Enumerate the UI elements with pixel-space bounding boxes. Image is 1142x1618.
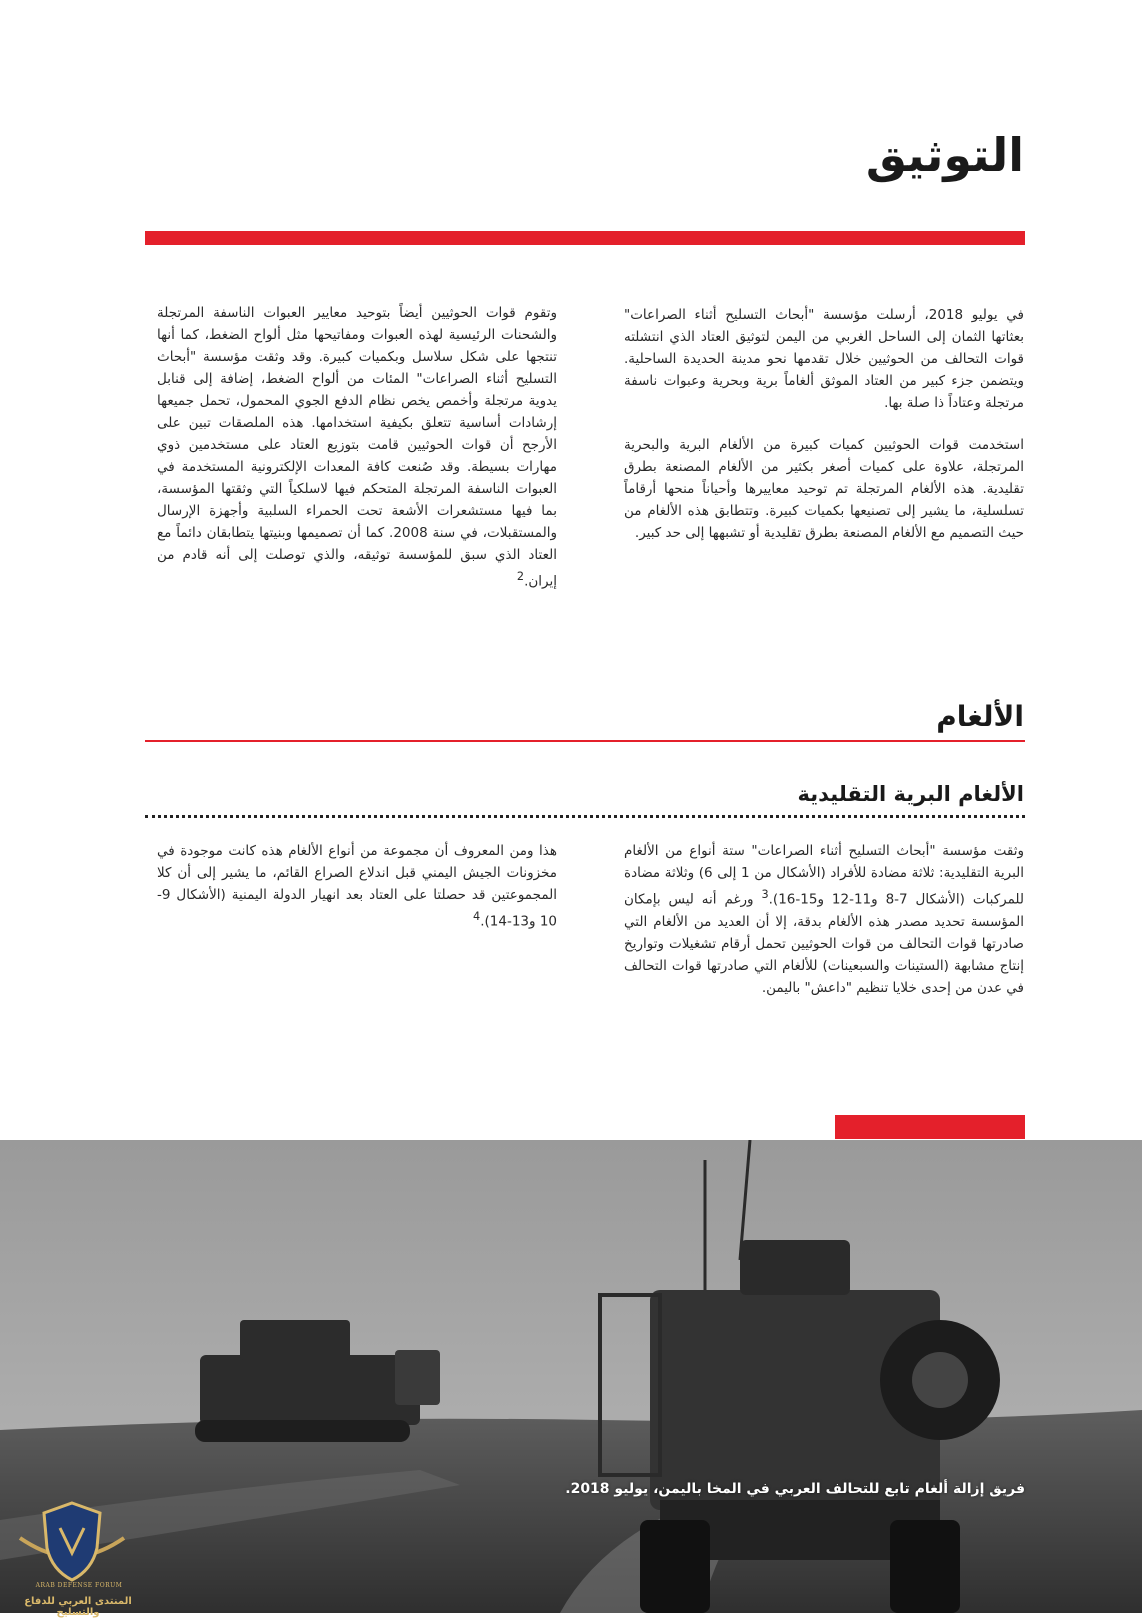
paragraph — [157, 840, 557, 933]
page-title: التوثيق — [865, 128, 1024, 182]
footnote-ref[interactable]: 2 — [516, 570, 525, 583]
paragraph-text: هذا ومن المعروف أن مجموعة من أنواع الألغام هذه كانت موجودة في مخزونات الجيش اليمني قبل اندلاع الصراع القائم، ما يشير إلى أن كلا المجموعتين قد حصلتا على العتاد بعد انهيار الدولة اليمنية (الأشكال 9-10 و13-14). — [157, 843, 557, 930]
mines-column-right — [624, 840, 1024, 1019]
paragraph-text: وتقوم قوات الحوثيين أيضاً بتوحيد معايير العبوات الناسفة المرتجلة والشحنات الرئيسية لهذه العبوات ومفاتيحها مثل ألواح الضغط، كما أنها تنتجها على شكل سلاسل وبكميات كبيرة. وقد وثقت مؤسسة "أبحاث التسليح أثناء الصراعات" المئات من ألواح الضغط، إضافة إلى قنابل يدوية مرتجلة وأخمص يخص نظام الدفع الجوي المحمول، تحمل جميعها إرشادات أساسية تتعلق بكيفية استخدامها. هذه الملصقات تبين على الأرجح أن قوات الحوثيين قامت بتوزيع العتاد على مستخدمين ذوي مهارات بسيطة. وقد صُنعت كافة المعدات الإلكترونية المستخدمة في العبوات الناسفة المرتجلة المتحكم فيها لاسلكياً التي وثقتها المؤسسة، بما فيها مستشعرات الأشعة تحت الحمراء السلبية وأجهزة الإرسال والمستقبلات، في سنة 2008. كما أن تصميمها وبنيتها يتطابقان دائماً مع العتاد الذي سبق للمؤسسة توثيقه، والذي توصلت إلى أنه قادم من إيران. — [157, 305, 557, 590]
paragraph — [157, 302, 557, 593]
photo-caption: فريق إزالة ألغام تابع للتحالف العربي في المخا باليمن، يوليو 2018. — [565, 1481, 1025, 1497]
section-title: الألغام — [936, 700, 1024, 733]
footnote-ref[interactable]: 3 — [761, 888, 769, 901]
photo-accent-bar — [835, 1115, 1025, 1139]
section-divider — [145, 740, 1025, 742]
intro-column-left — [157, 302, 557, 613]
footnote-ref[interactable]: 4 — [473, 910, 481, 923]
paragraph-text: وثقت مؤسسة "أبحاث التسليح أثناء الصراعات" ستة أنواع من الألغام البرية التقليدية: ثلاثة مضادة للأفراد (الأشكال من 1 إلى 6) وثلاثة مضادة للمركبات (الأشكال 7-8 و11-12 و15-16). — [624, 843, 1025, 908]
paragraph: استخدمت قوات الحوثيين كميات كبيرة من الألغام البرية والبحرية المرتجلة، علاوة على كميات أصغر بكثير من الألغام المصنعة بطرق تقليدية. هذه الألغام المرتجلة تم توحيد معاييرها وأحياناً منحها أرقاماً تسلسلية، ما يشير إلى تصنيعها بكميات كبيرة. وتتطابق هذه الألغام من حيث التصميم مع الألغام المصنعة بطرق تقليدية أو تشبهها إلى حد كبير. — [624, 437, 1024, 541]
paragraph: في يوليو 2018، أرسلت مؤسسة "أبحاث التسليح أثناء الصراعات" بعثاتها الثمان إلى الساحل الغربي من اليمن لتوثيق العتاد الذي انتشلته قوات التحالف من الحوثيين خلال تقدمها نحو مدينة الحديدة الساحلية. ويتضمن جزء كبير من العتاد الموثق ألغاماً برية وبحرية وعبوات ناسفة مرتجلة وعتاداً ذا صلة بها. — [624, 307, 1025, 411]
forum-logo-icon — [12, 1498, 132, 1608]
watermark-english: ARAB DEFENSE FORUM — [35, 1582, 123, 1589]
watermark-arabic: المنتدى العربي للدفاع والتسليح — [24, 1596, 132, 1618]
dotted-divider — [145, 815, 1025, 818]
mines-column-left — [157, 840, 557, 953]
subsection-title: الألغام البرية التقليدية — [797, 782, 1024, 806]
title-accent-bar — [145, 231, 1025, 245]
paragraph — [624, 840, 1024, 999]
paragraph-text: ورغم أنه ليس بإمكان المؤسسة تحديد مصدر هذه الألغام بدقة، إلا أن العديد من الألغام التي صادرتها قوات التحالف من قوات الحوثيين تحمل أرقام تشغيلات وتواريخ إنتاج مشابهة (الستينات والسبعينات) للألغام التي صادرتها قوات التحالف في عدن من إحدى خلايا تنظيم "داعش" باليمن. — [624, 891, 1024, 996]
demining-photo — [0, 1140, 1142, 1613]
intro-column-right — [624, 304, 1024, 564]
